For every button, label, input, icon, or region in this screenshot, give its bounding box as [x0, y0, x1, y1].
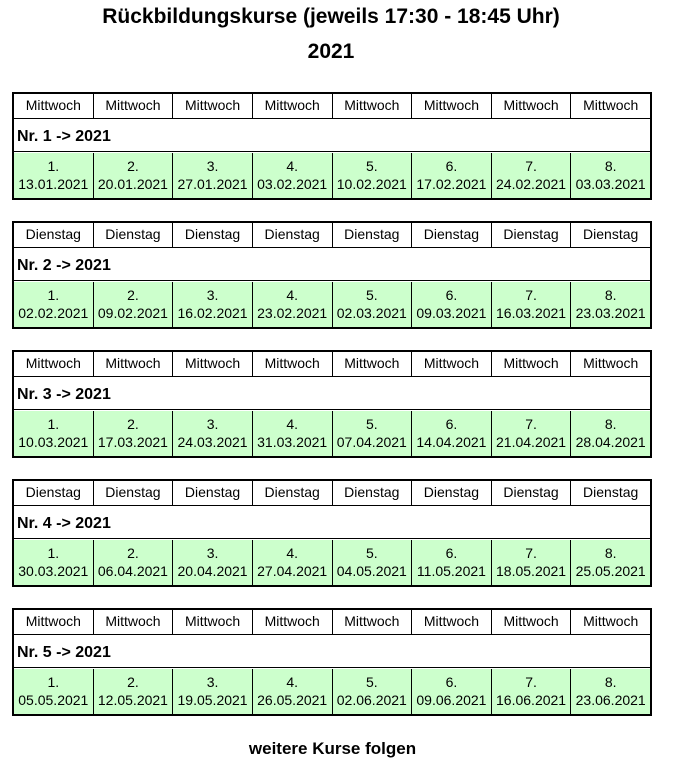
- weekday-cell: Mittwoch: [173, 352, 253, 376]
- session-cell: [571, 411, 650, 456]
- weekday-cell: Dienstag: [583, 226, 639, 242]
- weekday-cell: Dienstag: [94, 223, 174, 247]
- session-cell: [94, 153, 174, 198]
- session-date: 21.04.2021: [496, 434, 567, 450]
- session-cell: [14, 411, 94, 456]
- session-cell: [333, 540, 413, 585]
- session-date: 13.01.2021: [18, 176, 89, 192]
- weekday-cell: Mittwoch: [94, 352, 174, 376]
- weekday-cell: Dienstag: [173, 481, 253, 505]
- session-date: 02.03.2021: [336, 305, 407, 321]
- session-date: 16.03.2021: [496, 305, 567, 321]
- course-table: [12, 92, 652, 200]
- session-cell: [14, 669, 94, 714]
- session-number: 5.: [365, 287, 378, 303]
- session-date: 14.04.2021: [416, 434, 487, 450]
- course-table: [12, 221, 652, 329]
- session-cell: [94, 540, 174, 585]
- weekday-cell: Dienstag: [14, 223, 94, 247]
- weekday-cell: Dienstag: [412, 223, 492, 247]
- weekday-cell: Mittwoch: [14, 94, 94, 118]
- session-date: 23.03.2021: [575, 305, 646, 321]
- session-date: 09.03.2021: [416, 305, 487, 321]
- session-date: 11.05.2021: [416, 563, 486, 579]
- course-label: Nr. 1 -> 2021: [17, 128, 111, 145]
- session-date: 09.06.2021: [416, 692, 487, 708]
- weekday-cell: Mittwoch: [333, 610, 413, 634]
- course-label-row: [14, 248, 650, 281]
- weekday-cell: Dienstag: [94, 481, 174, 505]
- session-dates-row: [14, 669, 650, 714]
- page-title: Rückbildungskurse (jeweils 17:30 - 18:45 Uhr): [102, 5, 560, 28]
- session-cell: [333, 411, 413, 456]
- session-number: 7.: [525, 287, 537, 303]
- session-number: 1.: [47, 416, 60, 432]
- session-number: 2.: [127, 545, 139, 561]
- course-table: [12, 479, 652, 587]
- weekday-cell: Mittwoch: [14, 610, 94, 634]
- weekday-cell: Mittwoch: [173, 94, 253, 118]
- session-number: 6.: [445, 416, 458, 432]
- session-cell: [14, 540, 94, 585]
- session-cell: [173, 669, 253, 714]
- weekday-cell: Dienstag: [492, 481, 572, 505]
- session-cell: [94, 669, 174, 714]
- session-cell: [333, 153, 413, 198]
- session-cell: [173, 282, 253, 327]
- session-date: 26.05.2021: [257, 692, 328, 708]
- session-cell: [173, 411, 253, 456]
- session-number: 6.: [445, 287, 458, 303]
- session-number: 3.: [206, 158, 219, 174]
- session-date: 10.02.2021: [336, 176, 407, 192]
- session-date: 02.02.2021: [18, 305, 89, 321]
- session-number: 5.: [365, 416, 378, 432]
- session-number: 4.: [286, 287, 299, 303]
- session-cell: [571, 540, 650, 585]
- session-cell: [571, 669, 650, 714]
- session-date: 05.05.2021: [18, 692, 89, 708]
- weekday-cell: Dienstag: [333, 223, 413, 247]
- session-number: 8.: [604, 158, 617, 174]
- course-label: Nr. 3 -> 2021: [17, 386, 111, 403]
- session-cell: [94, 282, 174, 327]
- course-label-row: [14, 506, 650, 539]
- session-date: 20.01.2021: [97, 176, 168, 192]
- weekday-cell: Dienstag: [583, 484, 639, 500]
- session-cell: [492, 669, 572, 714]
- weekday-cell: Dienstag: [253, 481, 333, 505]
- session-date: 23.02.2021: [257, 305, 328, 321]
- course-table: [12, 608, 652, 716]
- session-number: 4.: [286, 158, 299, 174]
- session-dates-row: [14, 153, 650, 198]
- session-number: 4.: [286, 674, 299, 690]
- page-subtitle-year: 2021: [307, 40, 355, 63]
- session-date: 23.06.2021: [575, 692, 646, 708]
- weekday-cell: Dienstag: [412, 481, 492, 505]
- session-cell: [571, 153, 650, 198]
- session-date: 24.03.2021: [177, 434, 248, 450]
- session-date: 17.02.2021: [416, 176, 487, 192]
- session-date: 09.02.2021: [97, 305, 168, 321]
- session-cell: [412, 153, 492, 198]
- session-number: 2.: [127, 416, 139, 432]
- session-cell: [571, 282, 650, 327]
- course-label: Nr. 5 -> 2021: [17, 644, 111, 661]
- session-cell: [333, 669, 413, 714]
- session-number: 6.: [445, 158, 458, 174]
- session-date: 30.03.2021: [18, 563, 89, 579]
- weekday-cell: Mittwoch: [333, 94, 413, 118]
- session-number: 5.: [365, 545, 378, 561]
- weekday-cell: Dienstag: [492, 223, 572, 247]
- course-label-row: [14, 635, 650, 668]
- course-label: Nr. 4 -> 2021: [17, 515, 111, 532]
- course-label: Nr. 2 -> 2021: [17, 257, 111, 274]
- session-date: 31.03.2021: [257, 434, 328, 450]
- session-number: 1.: [47, 287, 60, 303]
- session-number: 8.: [604, 416, 617, 432]
- session-number: 2.: [127, 158, 139, 174]
- weekday-cell: Mittwoch: [94, 610, 174, 634]
- session-date: 03.03.2021: [575, 176, 646, 192]
- session-date: 24.02.2021: [496, 176, 567, 192]
- weekday-cell: Mittwoch: [583, 97, 639, 113]
- weekday-cell: Mittwoch: [412, 94, 492, 118]
- session-date: 27.01.2021: [177, 176, 248, 192]
- session-date: 02.06.2021: [336, 692, 407, 708]
- session-number: 8.: [604, 674, 617, 690]
- session-number: 7.: [525, 545, 537, 561]
- session-cell: [173, 540, 253, 585]
- session-number: 1.: [47, 545, 60, 561]
- weekday-header-row: [14, 223, 650, 248]
- session-cell: [14, 282, 94, 327]
- weekday-cell: Mittwoch: [492, 610, 572, 634]
- session-number: 4.: [286, 545, 299, 561]
- footer-note: weitere Kurse folgen: [248, 739, 417, 758]
- session-cell: [492, 282, 572, 327]
- session-date: 27.04.2021: [257, 563, 328, 579]
- weekday-cell: Mittwoch: [583, 613, 639, 629]
- session-number: 4.: [286, 416, 299, 432]
- session-dates-row: [14, 282, 650, 327]
- session-number: 6.: [445, 674, 458, 690]
- session-cell: [492, 153, 572, 198]
- weekday-cell: Mittwoch: [253, 610, 333, 634]
- weekday-cell: Dienstag: [173, 223, 253, 247]
- session-date: 28.04.2021: [575, 434, 646, 450]
- session-number: 5.: [365, 158, 378, 174]
- session-number: 8.: [604, 545, 617, 561]
- course-label-row: [14, 377, 650, 410]
- weekday-cell: Mittwoch: [492, 352, 572, 376]
- weekday-header-row: [14, 94, 650, 119]
- session-number: 7.: [525, 416, 537, 432]
- session-number: 2.: [127, 674, 139, 690]
- session-date: 16.02.2021: [177, 305, 248, 321]
- session-cell: [412, 669, 492, 714]
- session-date: 25.05.2021: [575, 563, 646, 579]
- weekday-header-row: [14, 610, 650, 635]
- session-number: 8.: [604, 287, 617, 303]
- session-date: 12.05.2021: [97, 692, 168, 708]
- session-cell: [253, 153, 333, 198]
- session-date: 10.03.2021: [18, 434, 89, 450]
- weekday-cell: Dienstag: [253, 223, 333, 247]
- weekday-cell: Mittwoch: [412, 610, 492, 634]
- course-table: [12, 350, 652, 458]
- session-cell: [412, 540, 492, 585]
- weekday-cell: Mittwoch: [412, 352, 492, 376]
- session-number: 6.: [445, 545, 458, 561]
- weekday-cell: Dienstag: [333, 481, 413, 505]
- weekday-cell: Mittwoch: [253, 94, 333, 118]
- session-cell: [412, 411, 492, 456]
- session-cell: [253, 669, 333, 714]
- course-label-row: [14, 119, 650, 152]
- weekday-cell: Mittwoch: [14, 352, 94, 376]
- weekday-cell: Mittwoch: [333, 352, 413, 376]
- weekday-cell: Mittwoch: [94, 94, 174, 118]
- session-number: 7.: [525, 158, 537, 174]
- session-date: 07.04.2021: [336, 434, 407, 450]
- weekday-header-row: [14, 352, 650, 377]
- session-number: 3.: [206, 416, 219, 432]
- weekday-cell: Mittwoch: [492, 94, 572, 118]
- session-cell: [492, 540, 572, 585]
- weekday-header-row: [14, 481, 650, 506]
- session-dates-row: [14, 540, 650, 585]
- session-number: 3.: [206, 545, 219, 561]
- session-cell: [94, 411, 174, 456]
- session-cell: [14, 153, 94, 198]
- session-number: 2.: [127, 287, 139, 303]
- session-date: 06.04.2021: [97, 563, 168, 579]
- session-date: 03.02.2021: [257, 176, 328, 192]
- weekday-cell: Mittwoch: [173, 610, 253, 634]
- session-number: 1.: [47, 158, 60, 174]
- weekday-cell: Dienstag: [14, 481, 94, 505]
- weekday-cell: Mittwoch: [583, 355, 639, 371]
- session-number: 7.: [525, 674, 537, 690]
- session-date: 17.03.2021: [97, 434, 168, 450]
- session-date: 19.05.2021: [177, 692, 248, 708]
- session-cell: [253, 540, 333, 585]
- session-number: 1.: [47, 674, 60, 690]
- session-cell: [253, 411, 333, 456]
- session-cell: [253, 282, 333, 327]
- session-date: 20.04.2021: [177, 563, 248, 579]
- session-date: 16.06.2021: [496, 692, 567, 708]
- session-cell: [173, 153, 253, 198]
- session-cell: [412, 282, 492, 327]
- session-number: 5.: [365, 674, 378, 690]
- weekday-cell: Mittwoch: [253, 352, 333, 376]
- session-number: 3.: [206, 674, 219, 690]
- session-date: 04.05.2021: [336, 563, 407, 579]
- session-date: 18.05.2021: [496, 563, 567, 579]
- session-cell: [492, 411, 572, 456]
- session-number: 3.: [206, 287, 219, 303]
- session-dates-row: [14, 411, 650, 456]
- session-cell: [333, 282, 413, 327]
